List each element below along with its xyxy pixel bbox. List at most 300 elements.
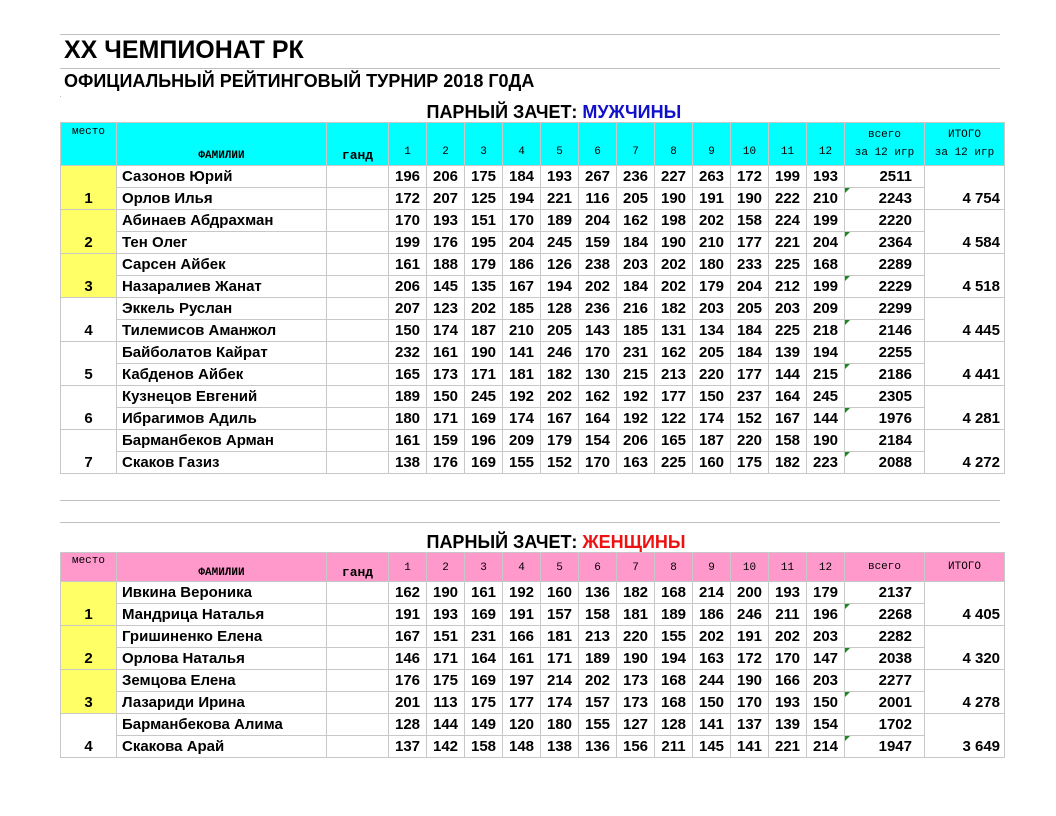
handicap-cell — [327, 342, 389, 364]
game-score: 209 — [503, 430, 541, 452]
player-row — [61, 254, 1005, 276]
player-total: 2511 — [845, 166, 925, 188]
game-score: 214 — [541, 670, 579, 692]
game-score: 202 — [579, 670, 617, 692]
handicap-cell — [327, 232, 389, 254]
handicap-cell — [327, 582, 389, 604]
caption-prefix: ПАРНЫЙ ЗАЧЕТ: — [426, 532, 578, 552]
game-score: 180 — [541, 714, 579, 736]
game-score: 199 — [769, 166, 807, 188]
game-score: 205 — [617, 188, 655, 210]
handicap-cell — [327, 386, 389, 408]
game-score: 206 — [389, 276, 427, 298]
player-name: Скакова Арай — [117, 736, 327, 758]
place-cell: 4 — [61, 714, 117, 758]
game-score: 175 — [465, 692, 503, 714]
header-itog — [925, 553, 1005, 582]
game-score: 177 — [731, 232, 769, 254]
caption-prefix: ПАРНЫЙ ЗАЧЕТ: — [426, 102, 578, 122]
game-score: 158 — [465, 736, 503, 758]
game-score: 162 — [579, 386, 617, 408]
player-row — [61, 320, 1005, 342]
player-total: 2184 — [845, 430, 925, 452]
header-itog — [925, 123, 1005, 166]
game-score: 150 — [693, 692, 731, 714]
header-game-2: 2 — [427, 553, 465, 582]
game-score: 203 — [617, 254, 655, 276]
game-score: 122 — [655, 408, 693, 430]
game-score: 189 — [541, 210, 579, 232]
game-score: 154 — [579, 430, 617, 452]
handicap-cell — [327, 714, 389, 736]
game-score: 192 — [503, 582, 541, 604]
game-score: 174 — [693, 408, 731, 430]
game-score: 172 — [389, 188, 427, 210]
game-score: 169 — [465, 670, 503, 692]
header-game-8: 8 — [655, 553, 693, 582]
header-handicap: ганд — [327, 123, 389, 166]
game-score: 199 — [807, 276, 845, 298]
pair-total: 4 445 — [925, 298, 1005, 342]
place-cell: 7 — [61, 430, 117, 474]
game-score: 207 — [427, 188, 465, 210]
header-total — [845, 553, 925, 582]
player-name: Сазонов Юрий — [117, 166, 327, 188]
player-row — [61, 452, 1005, 474]
handicap-cell — [327, 364, 389, 386]
game-score: 128 — [541, 298, 579, 320]
player-name: Эккель Руслан — [117, 298, 327, 320]
game-score: 210 — [807, 188, 845, 210]
game-score: 182 — [769, 452, 807, 474]
game-score: 165 — [655, 430, 693, 452]
game-score: 196 — [389, 166, 427, 188]
game-score: 203 — [807, 670, 845, 692]
header-game-1: 1 — [389, 553, 427, 582]
game-score: 167 — [389, 626, 427, 648]
game-score: 214 — [807, 736, 845, 758]
game-score: 206 — [427, 166, 465, 188]
game-score: 184 — [617, 232, 655, 254]
game-score: 169 — [465, 408, 503, 430]
game-score: 205 — [731, 298, 769, 320]
game-score: 204 — [579, 210, 617, 232]
pair-total: 3 649 — [925, 714, 1005, 758]
game-score: 181 — [617, 604, 655, 626]
player-total: 1976 — [845, 408, 925, 430]
place-cell: 2 — [61, 626, 117, 670]
player-total: 2088 — [845, 452, 925, 474]
game-score: 131 — [655, 320, 693, 342]
handicap-cell — [327, 254, 389, 276]
game-score: 157 — [579, 692, 617, 714]
game-score: 171 — [465, 364, 503, 386]
game-score: 199 — [389, 232, 427, 254]
game-score: 190 — [655, 188, 693, 210]
player-total: 2229 — [845, 276, 925, 298]
player-row — [61, 736, 1005, 758]
header-game-9: 9 — [693, 123, 731, 166]
game-score: 182 — [617, 582, 655, 604]
game-score: 161 — [427, 342, 465, 364]
game-score: 245 — [541, 232, 579, 254]
game-score: 179 — [693, 276, 731, 298]
game-score: 231 — [465, 626, 503, 648]
player-total: 2364 — [845, 232, 925, 254]
handicap-cell — [327, 736, 389, 758]
game-score: 145 — [427, 276, 465, 298]
game-score: 193 — [541, 166, 579, 188]
game-score: 223 — [807, 452, 845, 474]
game-score: 187 — [465, 320, 503, 342]
game-score: 143 — [579, 320, 617, 342]
player-total: 2243 — [845, 188, 925, 210]
game-score: 189 — [389, 386, 427, 408]
game-score: 220 — [617, 626, 655, 648]
game-score: 116 — [579, 188, 617, 210]
player-total: 2268 — [845, 604, 925, 626]
section-caption — [427, 526, 1005, 553]
game-score: 152 — [731, 408, 769, 430]
game-score: 137 — [731, 714, 769, 736]
game-score: 236 — [579, 298, 617, 320]
game-score: 246 — [731, 604, 769, 626]
player-name: Орлова Наталья — [117, 648, 327, 670]
game-score: 192 — [503, 386, 541, 408]
header-game-8: 8 — [655, 123, 693, 166]
game-score: 180 — [693, 254, 731, 276]
player-row — [61, 342, 1005, 364]
game-score: 150 — [807, 692, 845, 714]
header-total-top: всего — [867, 561, 901, 573]
game-score: 185 — [617, 320, 655, 342]
game-score: 171 — [541, 648, 579, 670]
player-row — [61, 364, 1005, 386]
game-score: 190 — [617, 648, 655, 670]
game-score: 179 — [465, 254, 503, 276]
game-score: 195 — [465, 232, 503, 254]
player-name: Орлов Илья — [117, 188, 327, 210]
game-score: 162 — [389, 582, 427, 604]
game-score: 205 — [693, 342, 731, 364]
section-caption — [427, 96, 1005, 123]
game-score: 173 — [617, 692, 655, 714]
player-row — [61, 298, 1005, 320]
game-score: 192 — [617, 408, 655, 430]
game-score: 202 — [693, 210, 731, 232]
handicap-cell — [327, 408, 389, 430]
women-results-table — [60, 526, 1005, 758]
men-results-table — [60, 96, 1005, 474]
header-place: место — [61, 553, 117, 582]
game-score: 147 — [807, 648, 845, 670]
game-score: 162 — [617, 210, 655, 232]
player-total: 1702 — [845, 714, 925, 736]
game-score: 193 — [807, 166, 845, 188]
game-score: 174 — [541, 692, 579, 714]
player-name: Ибрагимов Адиль — [117, 408, 327, 430]
game-score: 224 — [769, 210, 807, 232]
game-score: 125 — [465, 188, 503, 210]
player-row — [61, 408, 1005, 430]
game-score: 168 — [655, 582, 693, 604]
game-score: 173 — [617, 670, 655, 692]
header-game-7: 7 — [617, 123, 655, 166]
game-score: 191 — [389, 604, 427, 626]
player-total: 1947 — [845, 736, 925, 758]
header-itog-top: ИТОГО — [948, 561, 982, 573]
game-score: 214 — [693, 582, 731, 604]
game-score: 130 — [579, 364, 617, 386]
player-name: Тен Олег — [117, 232, 327, 254]
game-score: 175 — [465, 166, 503, 188]
game-score: 162 — [655, 342, 693, 364]
game-score: 175 — [427, 670, 465, 692]
player-total: 2146 — [845, 320, 925, 342]
game-score: 158 — [731, 210, 769, 232]
player-row — [61, 386, 1005, 408]
game-score: 128 — [655, 714, 693, 736]
game-score: 170 — [389, 210, 427, 232]
game-score: 156 — [617, 736, 655, 758]
game-score: 169 — [465, 452, 503, 474]
header-game-6: 6 — [579, 553, 617, 582]
game-score: 210 — [503, 320, 541, 342]
game-score: 164 — [465, 648, 503, 670]
game-score: 191 — [731, 626, 769, 648]
game-score: 180 — [389, 408, 427, 430]
grid-line — [60, 500, 1000, 501]
place-cell: 4 — [61, 298, 117, 342]
game-score: 137 — [389, 736, 427, 758]
player-name: Абинаев Абдрахман — [117, 210, 327, 232]
game-score: 221 — [541, 188, 579, 210]
game-score: 191 — [503, 604, 541, 626]
game-score: 216 — [617, 298, 655, 320]
game-score: 157 — [541, 604, 579, 626]
game-score: 139 — [769, 342, 807, 364]
header-total-bottom: за 12 игр — [854, 147, 915, 159]
player-name: Ивкина Вероника — [117, 582, 327, 604]
header-total-top: всего — [867, 129, 901, 141]
header-game-4: 4 — [503, 123, 541, 166]
game-score: 193 — [769, 692, 807, 714]
place-cell: 1 — [61, 582, 117, 626]
game-score: 194 — [503, 188, 541, 210]
game-score: 141 — [693, 714, 731, 736]
game-score: 200 — [731, 582, 769, 604]
player-total: 2299 — [845, 298, 925, 320]
game-score: 193 — [769, 582, 807, 604]
player-total: 2038 — [845, 648, 925, 670]
player-row — [61, 582, 1005, 604]
game-score: 176 — [427, 452, 465, 474]
player-row — [61, 188, 1005, 210]
place-cell: 1 — [61, 166, 117, 210]
game-score: 175 — [731, 452, 769, 474]
game-score: 225 — [769, 254, 807, 276]
game-score: 160 — [693, 452, 731, 474]
player-row — [61, 670, 1005, 692]
player-row — [61, 692, 1005, 714]
player-total: 2220 — [845, 210, 925, 232]
game-score: 184 — [731, 342, 769, 364]
pair-total: 4 518 — [925, 254, 1005, 298]
player-total: 2255 — [845, 342, 925, 364]
game-score: 167 — [503, 276, 541, 298]
game-score: 181 — [503, 364, 541, 386]
player-total: 2282 — [845, 626, 925, 648]
game-score: 189 — [579, 648, 617, 670]
handicap-cell — [327, 166, 389, 188]
grid-line — [60, 68, 1000, 69]
game-score: 141 — [731, 736, 769, 758]
place-cell: 2 — [61, 210, 117, 254]
game-score: 159 — [579, 232, 617, 254]
game-score: 225 — [655, 452, 693, 474]
player-total: 2305 — [845, 386, 925, 408]
game-score: 169 — [465, 604, 503, 626]
game-score: 128 — [389, 714, 427, 736]
game-score: 161 — [389, 430, 427, 452]
game-score: 144 — [427, 714, 465, 736]
player-total: 2001 — [845, 692, 925, 714]
game-score: 168 — [655, 692, 693, 714]
game-score: 173 — [427, 364, 465, 386]
game-score: 160 — [541, 582, 579, 604]
header-itog-top: ИТОГО — [947, 129, 981, 141]
game-score: 155 — [503, 452, 541, 474]
player-name: Кабденов Айбек — [117, 364, 327, 386]
game-score: 165 — [389, 364, 427, 386]
game-score: 158 — [769, 430, 807, 452]
game-score: 179 — [807, 582, 845, 604]
pair-total: 4 281 — [925, 386, 1005, 430]
handicap-cell — [327, 276, 389, 298]
game-score: 177 — [655, 386, 693, 408]
player-total: 2137 — [845, 582, 925, 604]
game-score: 151 — [465, 210, 503, 232]
game-score: 126 — [541, 254, 579, 276]
game-score: 202 — [769, 626, 807, 648]
game-score: 197 — [503, 670, 541, 692]
game-score: 139 — [769, 714, 807, 736]
game-score: 170 — [579, 342, 617, 364]
header-game-3: 3 — [465, 123, 503, 166]
game-score: 179 — [541, 430, 579, 452]
game-score: 210 — [693, 232, 731, 254]
game-score: 176 — [389, 670, 427, 692]
header-game-9: 9 — [693, 553, 731, 582]
game-score: 155 — [579, 714, 617, 736]
player-name: Тилемисов Аманжол — [117, 320, 327, 342]
player-row — [61, 648, 1005, 670]
game-score: 172 — [731, 648, 769, 670]
game-score: 191 — [693, 188, 731, 210]
game-score: 182 — [655, 298, 693, 320]
game-score: 221 — [769, 736, 807, 758]
game-score: 134 — [693, 320, 731, 342]
handicap-cell — [327, 452, 389, 474]
game-score: 135 — [465, 276, 503, 298]
game-score: 138 — [541, 736, 579, 758]
page-subtitle: ОФИЦИАЛЬНЫЙ РЕЙТИНГОВЫЙ ТУРНИР 2018 Г0ДА — [64, 71, 535, 91]
game-score: 202 — [655, 276, 693, 298]
game-score: 213 — [655, 364, 693, 386]
game-score: 231 — [617, 342, 655, 364]
game-score: 203 — [693, 298, 731, 320]
game-score: 211 — [655, 736, 693, 758]
game-score: 203 — [807, 626, 845, 648]
game-score: 155 — [655, 626, 693, 648]
game-score: 144 — [769, 364, 807, 386]
game-score: 161 — [389, 254, 427, 276]
section-caption-row — [61, 526, 1005, 553]
game-score: 232 — [389, 342, 427, 364]
game-score: 190 — [655, 232, 693, 254]
game-score: 136 — [579, 582, 617, 604]
handicap-cell — [327, 188, 389, 210]
game-score: 213 — [579, 626, 617, 648]
game-score: 181 — [541, 626, 579, 648]
game-score: 185 — [503, 298, 541, 320]
game-score: 164 — [769, 386, 807, 408]
game-score: 182 — [541, 364, 579, 386]
header-row — [61, 553, 1005, 582]
game-score: 207 — [389, 298, 427, 320]
game-score: 190 — [731, 670, 769, 692]
game-score: 233 — [731, 254, 769, 276]
handicap-cell — [327, 210, 389, 232]
game-score: 171 — [427, 648, 465, 670]
player-name: Гришиненко Елена — [117, 626, 327, 648]
header-total — [845, 123, 925, 166]
game-score: 215 — [617, 364, 655, 386]
game-score: 198 — [655, 210, 693, 232]
header-handicap: ганд — [327, 553, 389, 582]
player-name: Скаков Газиз — [117, 452, 327, 474]
game-score: 225 — [769, 320, 807, 342]
game-score: 148 — [503, 736, 541, 758]
game-score: 202 — [655, 254, 693, 276]
game-score: 120 — [503, 714, 541, 736]
header-game-2: 2 — [427, 123, 465, 166]
game-score: 184 — [731, 320, 769, 342]
player-row — [61, 626, 1005, 648]
game-score: 193 — [427, 604, 465, 626]
header-game-6: 6 — [579, 123, 617, 166]
game-score: 203 — [769, 298, 807, 320]
header-game-10: 10 — [731, 123, 769, 166]
game-score: 145 — [693, 736, 731, 758]
game-score: 192 — [617, 386, 655, 408]
game-score: 204 — [503, 232, 541, 254]
caption-label: ЖЕНЩИНЫ — [582, 532, 686, 552]
game-score: 245 — [807, 386, 845, 408]
header-game-4: 4 — [503, 553, 541, 582]
header-game-7: 7 — [617, 553, 655, 582]
game-score: 170 — [769, 648, 807, 670]
pair-total: 4 754 — [925, 166, 1005, 210]
game-score: 202 — [465, 298, 503, 320]
handicap-cell — [327, 692, 389, 714]
game-score: 161 — [465, 582, 503, 604]
game-score: 150 — [427, 386, 465, 408]
game-score: 211 — [769, 604, 807, 626]
game-score: 212 — [769, 276, 807, 298]
game-score: 170 — [731, 692, 769, 714]
game-score: 227 — [655, 166, 693, 188]
